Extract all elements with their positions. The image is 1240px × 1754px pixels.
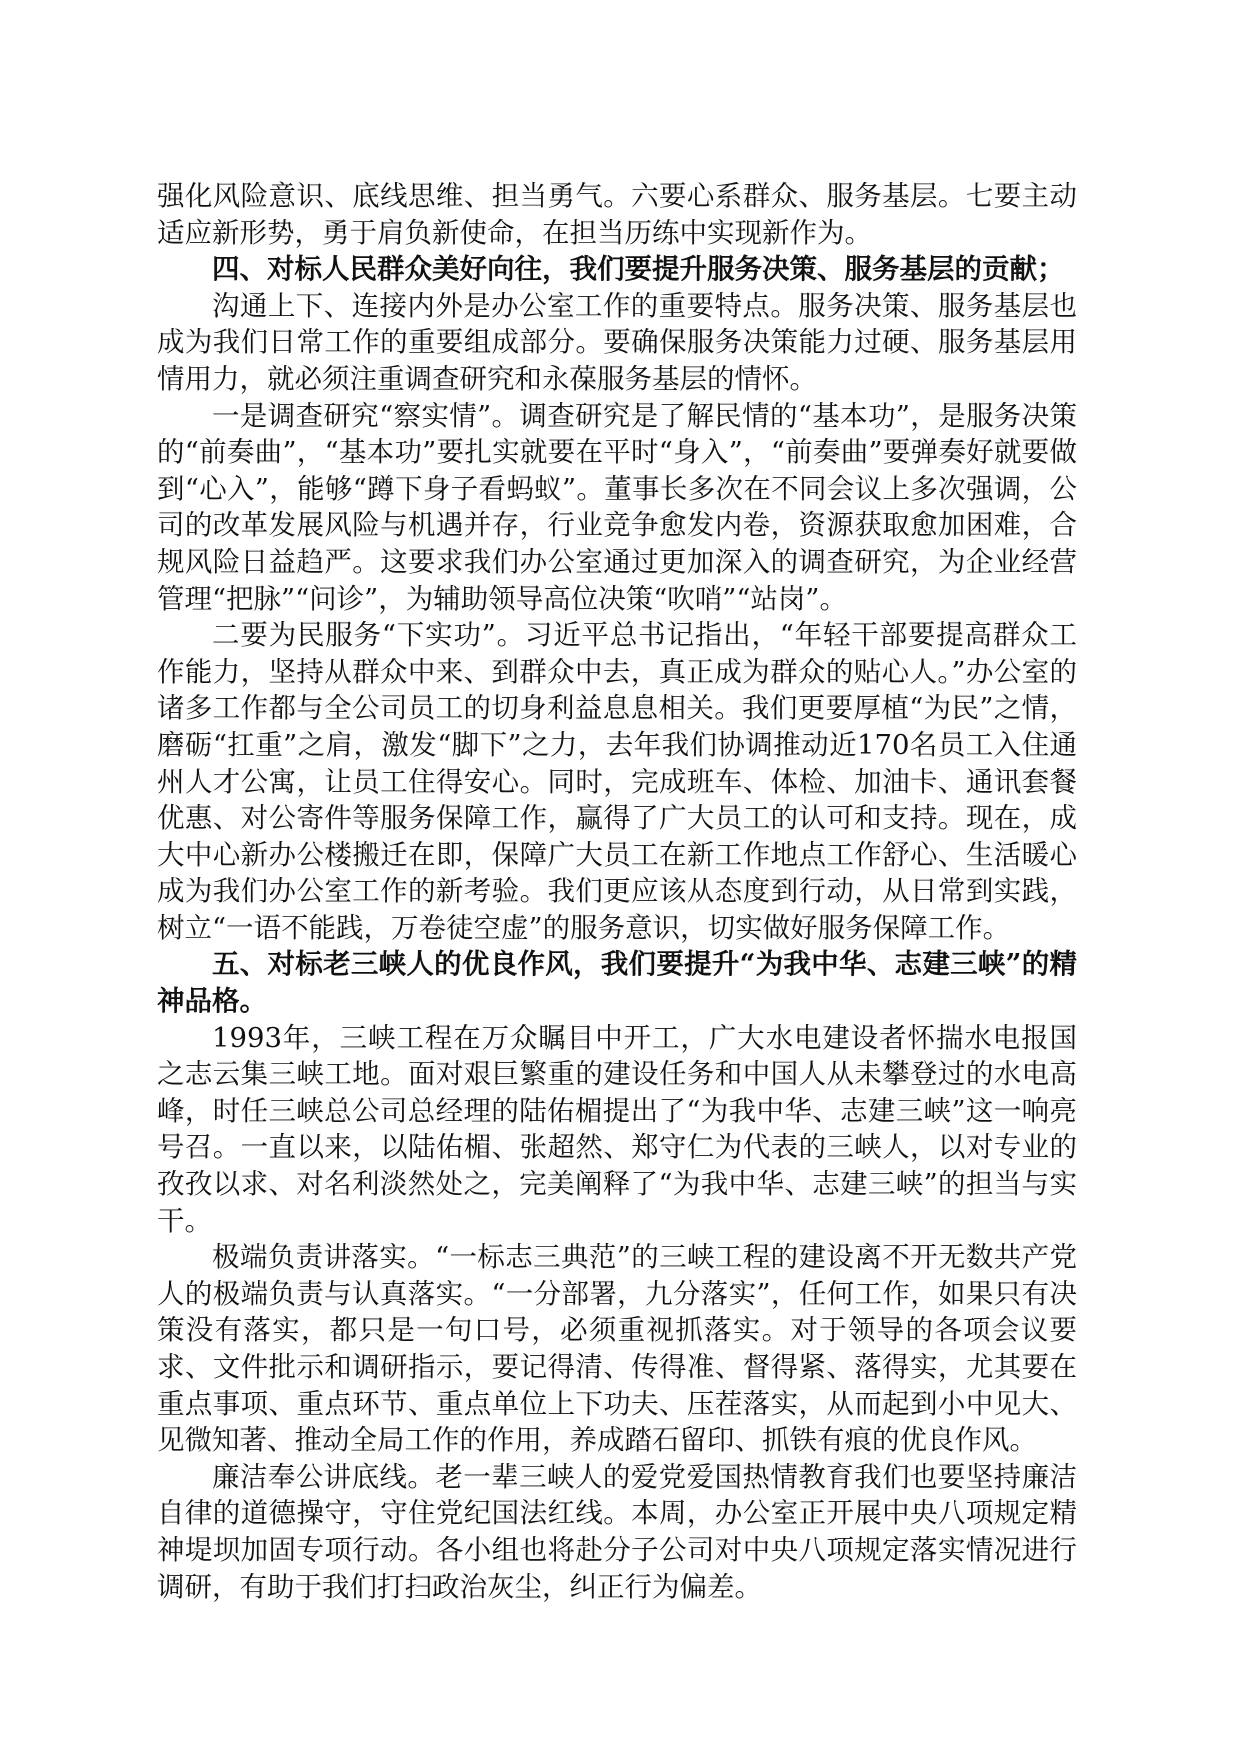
section-heading-four: 四、对标人民群众美好向往，我们要提升服务决策、服务基层的贡献； xyxy=(212,253,1065,286)
paragraph: 廉洁奉公讲底线。老一辈三峡人的爱党爱国热情教育我们也要坚持廉洁自律的道德操守，守住党纪国法红线。本周，办公室正开展中央八项规定精神堤坝加固专项行动。各小组也将赴分子公司对中央八项规定落实情况进行调研，有助于我们打扫政治灰尘，纠正行为偏差。 xyxy=(157,1460,1077,1603)
paragraph: 1993年，三峡工程在万众瞩目中开工，广大水电建设者怀揣水电报国之志云集三峡工地。面对艰巨繁重的建设任务和中国人从未攀登过的水电高峰，时任三峡总公司总经理的陆佑楣提出了“为我中华、志建三峡”这一响亮号召。一直以来，以陆佑楣、张超然、郑守仁为代表的三峡人，以对专业的孜孜以求、对名利淡然处之，完美阐释了“为我中华、志建三峡”的担当与实干。 xyxy=(157,1021,1077,1237)
paragraph: 极端负责讲落实。“一标志三典范”的三峡工程的建设离不开无数共产党人的极端负责与认真落实。“一分部署，九分落实”，任何工作，如果只有决策没有落实，都只是一句口号，必须重视抓落实。对于领导的各项会议要求、文件批示和调研指示，要记得清、传得准、督得紧、落得实，尤其要在重点事项、重点环节、重点单位上下功夫、压茬落实，从而起到小中见大、见微知著、推动全局工作的作用，养成踏石留印、抓铁有痕的优良作风。 xyxy=(157,1241,1077,1457)
document-page xyxy=(157,178,1077,1605)
section-heading-five: 五、对标老三峡人的优良作风，我们要提升“为我中华、志建三峡”的精神品格。 xyxy=(157,948,1077,1018)
paragraph-continued: 强化风险意识、底线思维、担当勇气。六要心系群众、服务基层。七要主动适应新形势，勇于肩负新使命，在担当历练中实现新作为。 xyxy=(157,180,1077,249)
paragraph: 二要为民服务“下实功”。习近平总书记指出，“年轻干部要提高群众工作能力，坚持从群众中来、到群众中去，真正成为群众的贴心人。”办公室的诸多工作都与全公司员工的切身利益息息相关。我们更要厚植“为民”之情，磨砺“扛重”之肩，激发“脚下”之力，去年我们协调推动近170名员工入住通州人才公寓，让员工住得安心。同时，完成班车、体检、加油卡、通讯套餐优惠、对公寄件等服务保障工作，赢得了广大员工的认可和支持。现在，成大中心新办公楼搬迁在即，保障广大员工在新工作地点工作舒心、生活暖心成为我们办公室工作的新考验。我们更应该从态度到行动，从日常到实践，树立“一语不能践，万卷徒空虚”的服务意识，切实做好服务保障工作。 xyxy=(157,619,1077,944)
paragraph: 一是调查研究“察实情”。调查研究是了解民情的“基本功”，是服务决策的“前奏曲”，“基本功”要扎实就要在平时“身入”，“前奏曲”要弹奏好就要做到“心入”，能够“蹲下身子看蚂蚁”。董事长多次在不同会议上多次强调，公司的改革发展风险与机遇并存，行业竞争愈发内卷，资源获取愈加困难，合规风险日益趋严。这要求我们办公室通过更加深入的调查研究，为企业经营管理“把脉”“问诊”，为辅助领导高位决策“吹哨”“站岗”。 xyxy=(157,399,1077,615)
paragraph: 沟通上下、连接内外是办公室工作的重要特点。服务决策、服务基层也成为我们日常工作的重要组成部分。要确保服务决策能力过硬、服务基层用情用力，就必须注重调查研究和永葆服务基层的情怀。 xyxy=(157,289,1077,395)
